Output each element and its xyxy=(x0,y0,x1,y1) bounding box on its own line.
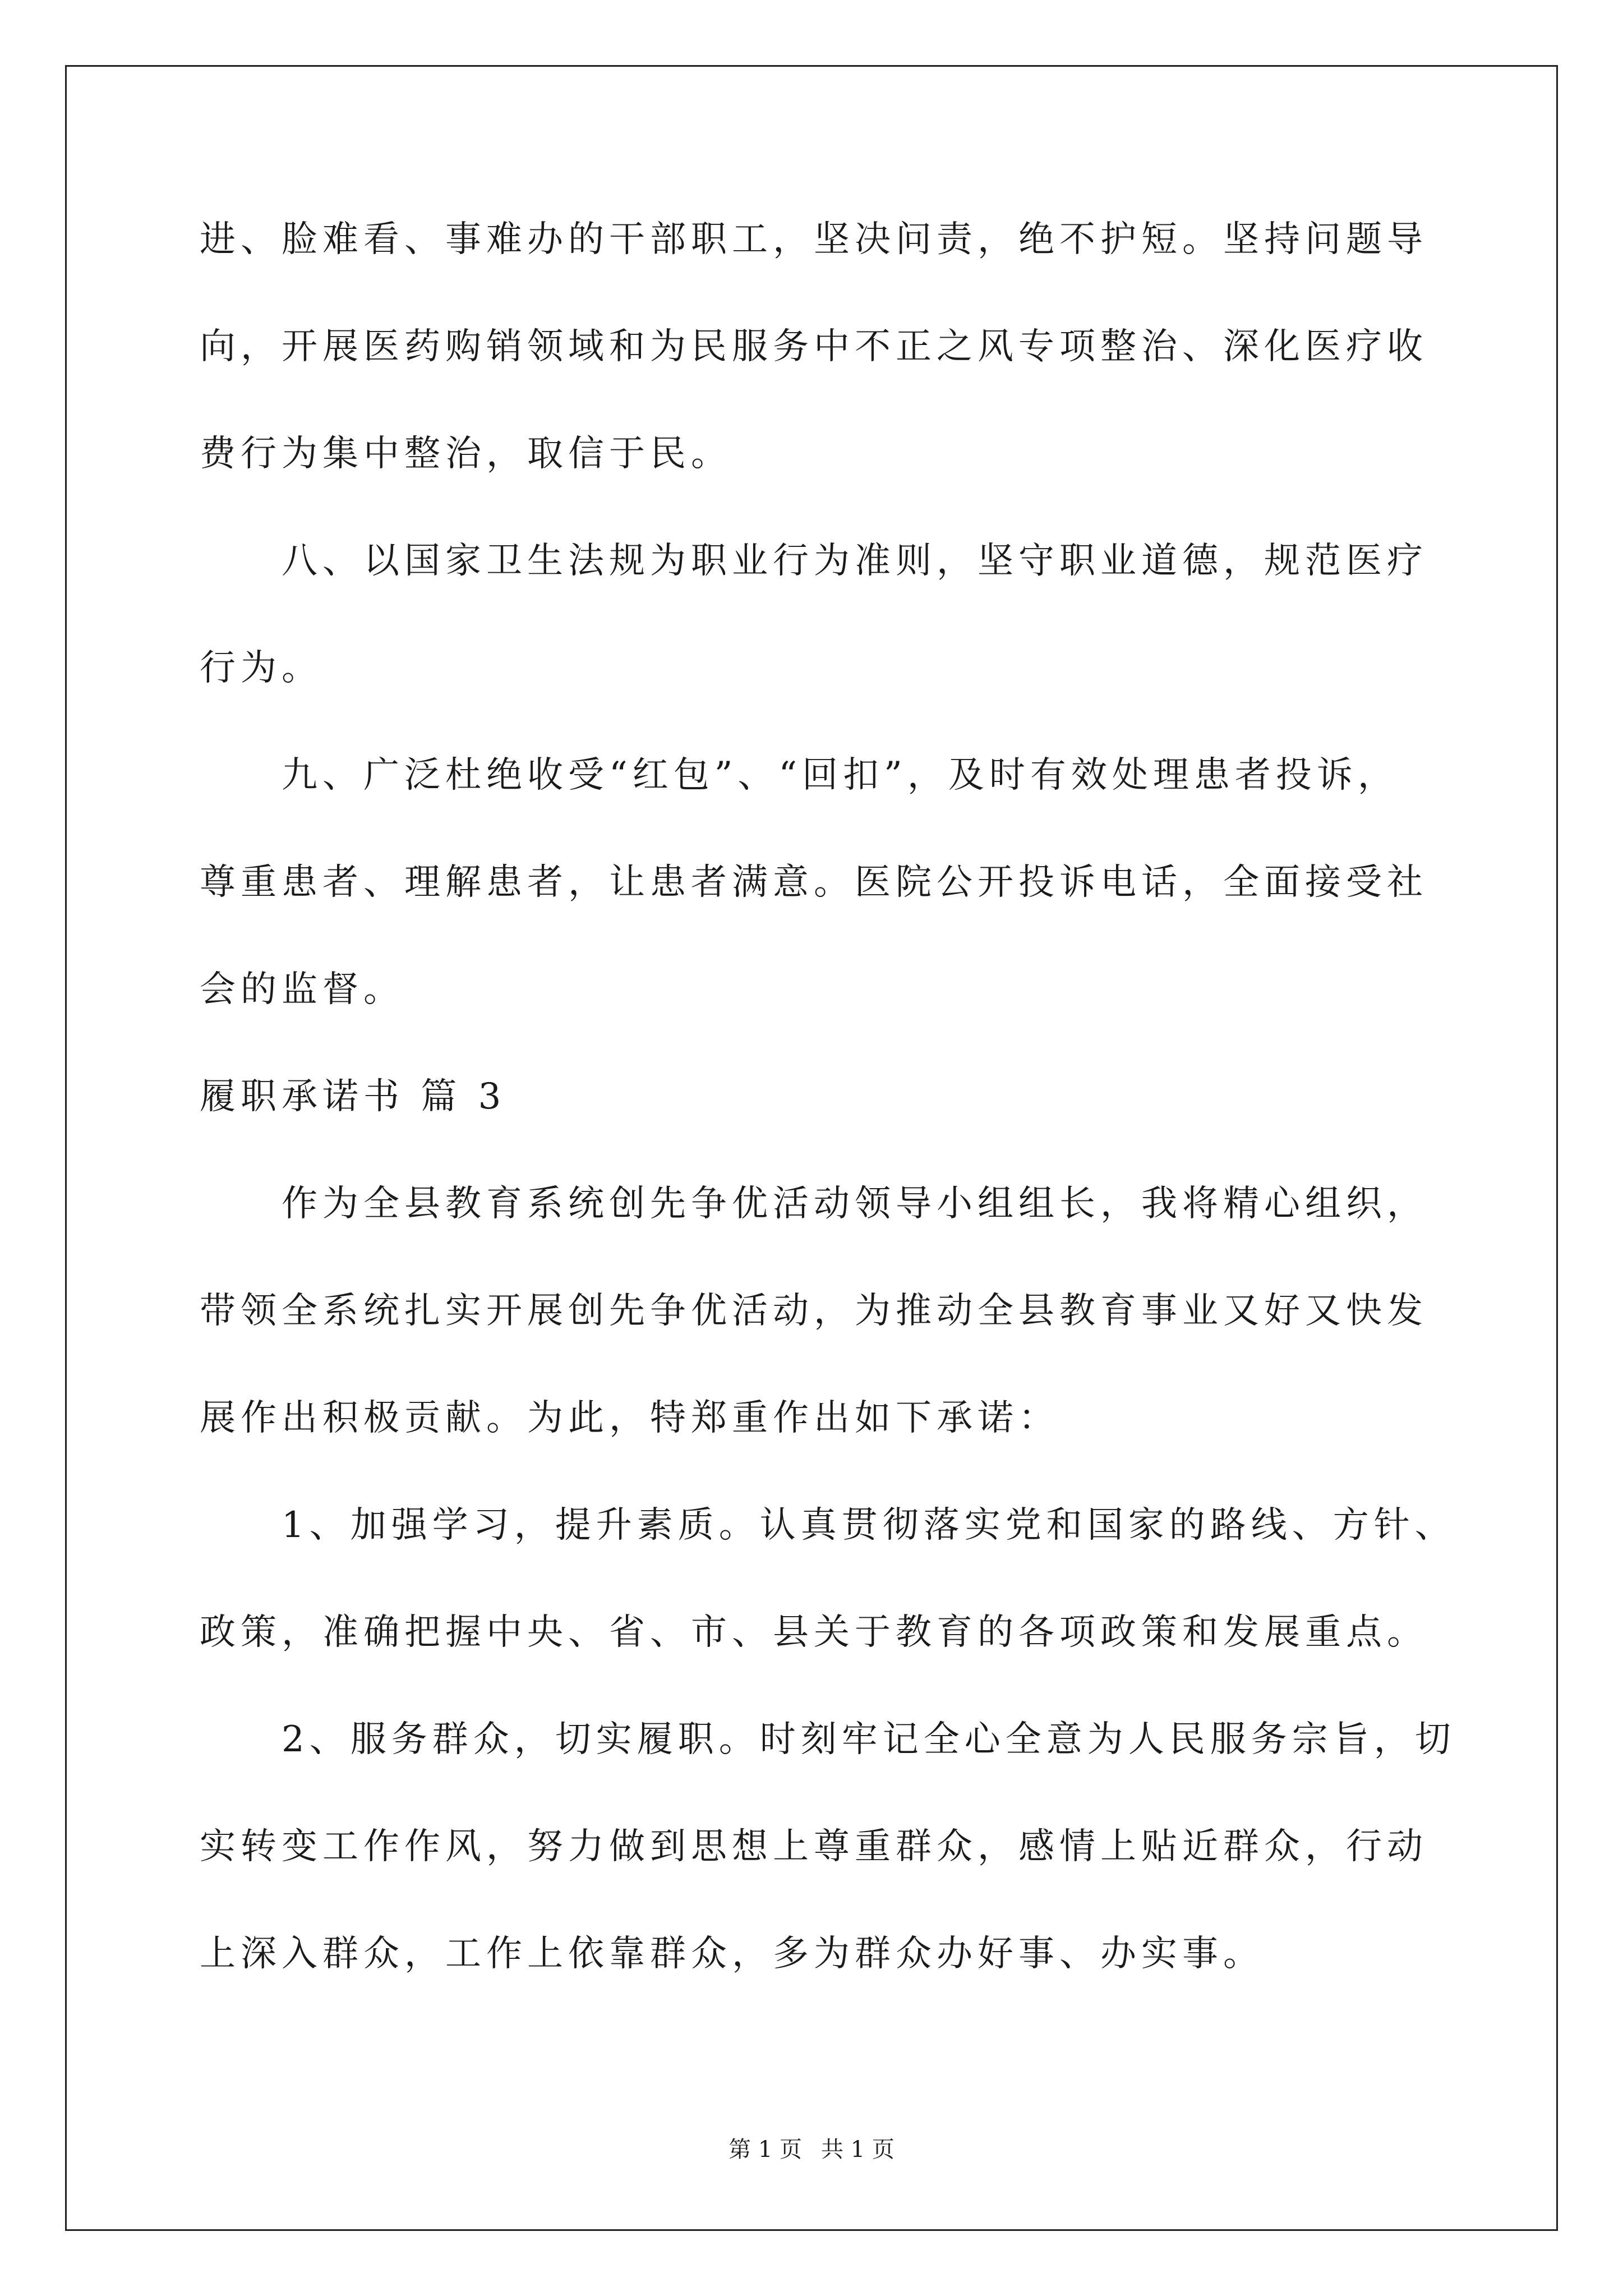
paragraph-line: 进、脸难看、事难办的干部职工，坚决问责，绝不护短。坚持问题导 xyxy=(200,219,1428,260)
paragraph-line: 实转变工作作风，努力做到思想上尊重群众，感情上贴近群众，行动 xyxy=(200,1826,1428,1867)
paragraph-line: 政策，准确把握中央、省、市、县关于教育的各项政策和发展重点。 xyxy=(200,1612,1428,1653)
paragraph-line: 尊重患者、理解患者，让患者满意。医院公开投诉电话，全面接受社 xyxy=(200,862,1428,903)
paragraph-line: 八、以国家卫生法规为职业行为准则，坚守职业道德，规范医疗 xyxy=(282,540,1428,582)
page-number-total: 共 1 页 xyxy=(821,2137,895,2162)
paragraph-line: 展作出积极贡献。为此，特郑重作出如下承诺： xyxy=(200,1397,1059,1439)
page-border xyxy=(65,65,1558,2231)
section-heading: 履职承诺书 篇 3 xyxy=(200,1076,506,1117)
paragraph-line: 上深入群众，工作上依靠群众，多为群众办好事、办实事。 xyxy=(200,1933,1264,1975)
paragraph-line: 1、加强学习，提升素质。认真贯彻落实党和国家的路线、方针、 xyxy=(282,1504,1456,1546)
page-number-current: 第 1 页 xyxy=(728,2137,802,2162)
paragraph-line: 九、广泛杜绝收受“红包”、“回扣”，及时有效处理患者投诉， xyxy=(282,754,1399,796)
page-footer xyxy=(0,2138,1623,2161)
paragraph-line: 会的监督。 xyxy=(200,969,404,1010)
paragraph-line: 费行为集中整治，取信于民。 xyxy=(200,433,732,475)
paragraph-line: 作为全县教育系统创先争优活动领导小组组长，我将精心组织， xyxy=(282,1183,1428,1225)
paragraph-line: 2、服务群众，切实履职。时刻牢记全心全意为人民服务宗旨，切 xyxy=(282,1719,1456,1760)
paragraph-line: 向，开展医药购销领域和为民服务中不正之风专项整治、深化医疗收 xyxy=(200,326,1428,367)
paragraph-line: 行为。 xyxy=(200,647,322,689)
paragraph-line: 带领全系统扎实开展创先争优活动，为推动全县教育事业又好又快发 xyxy=(200,1290,1428,1332)
